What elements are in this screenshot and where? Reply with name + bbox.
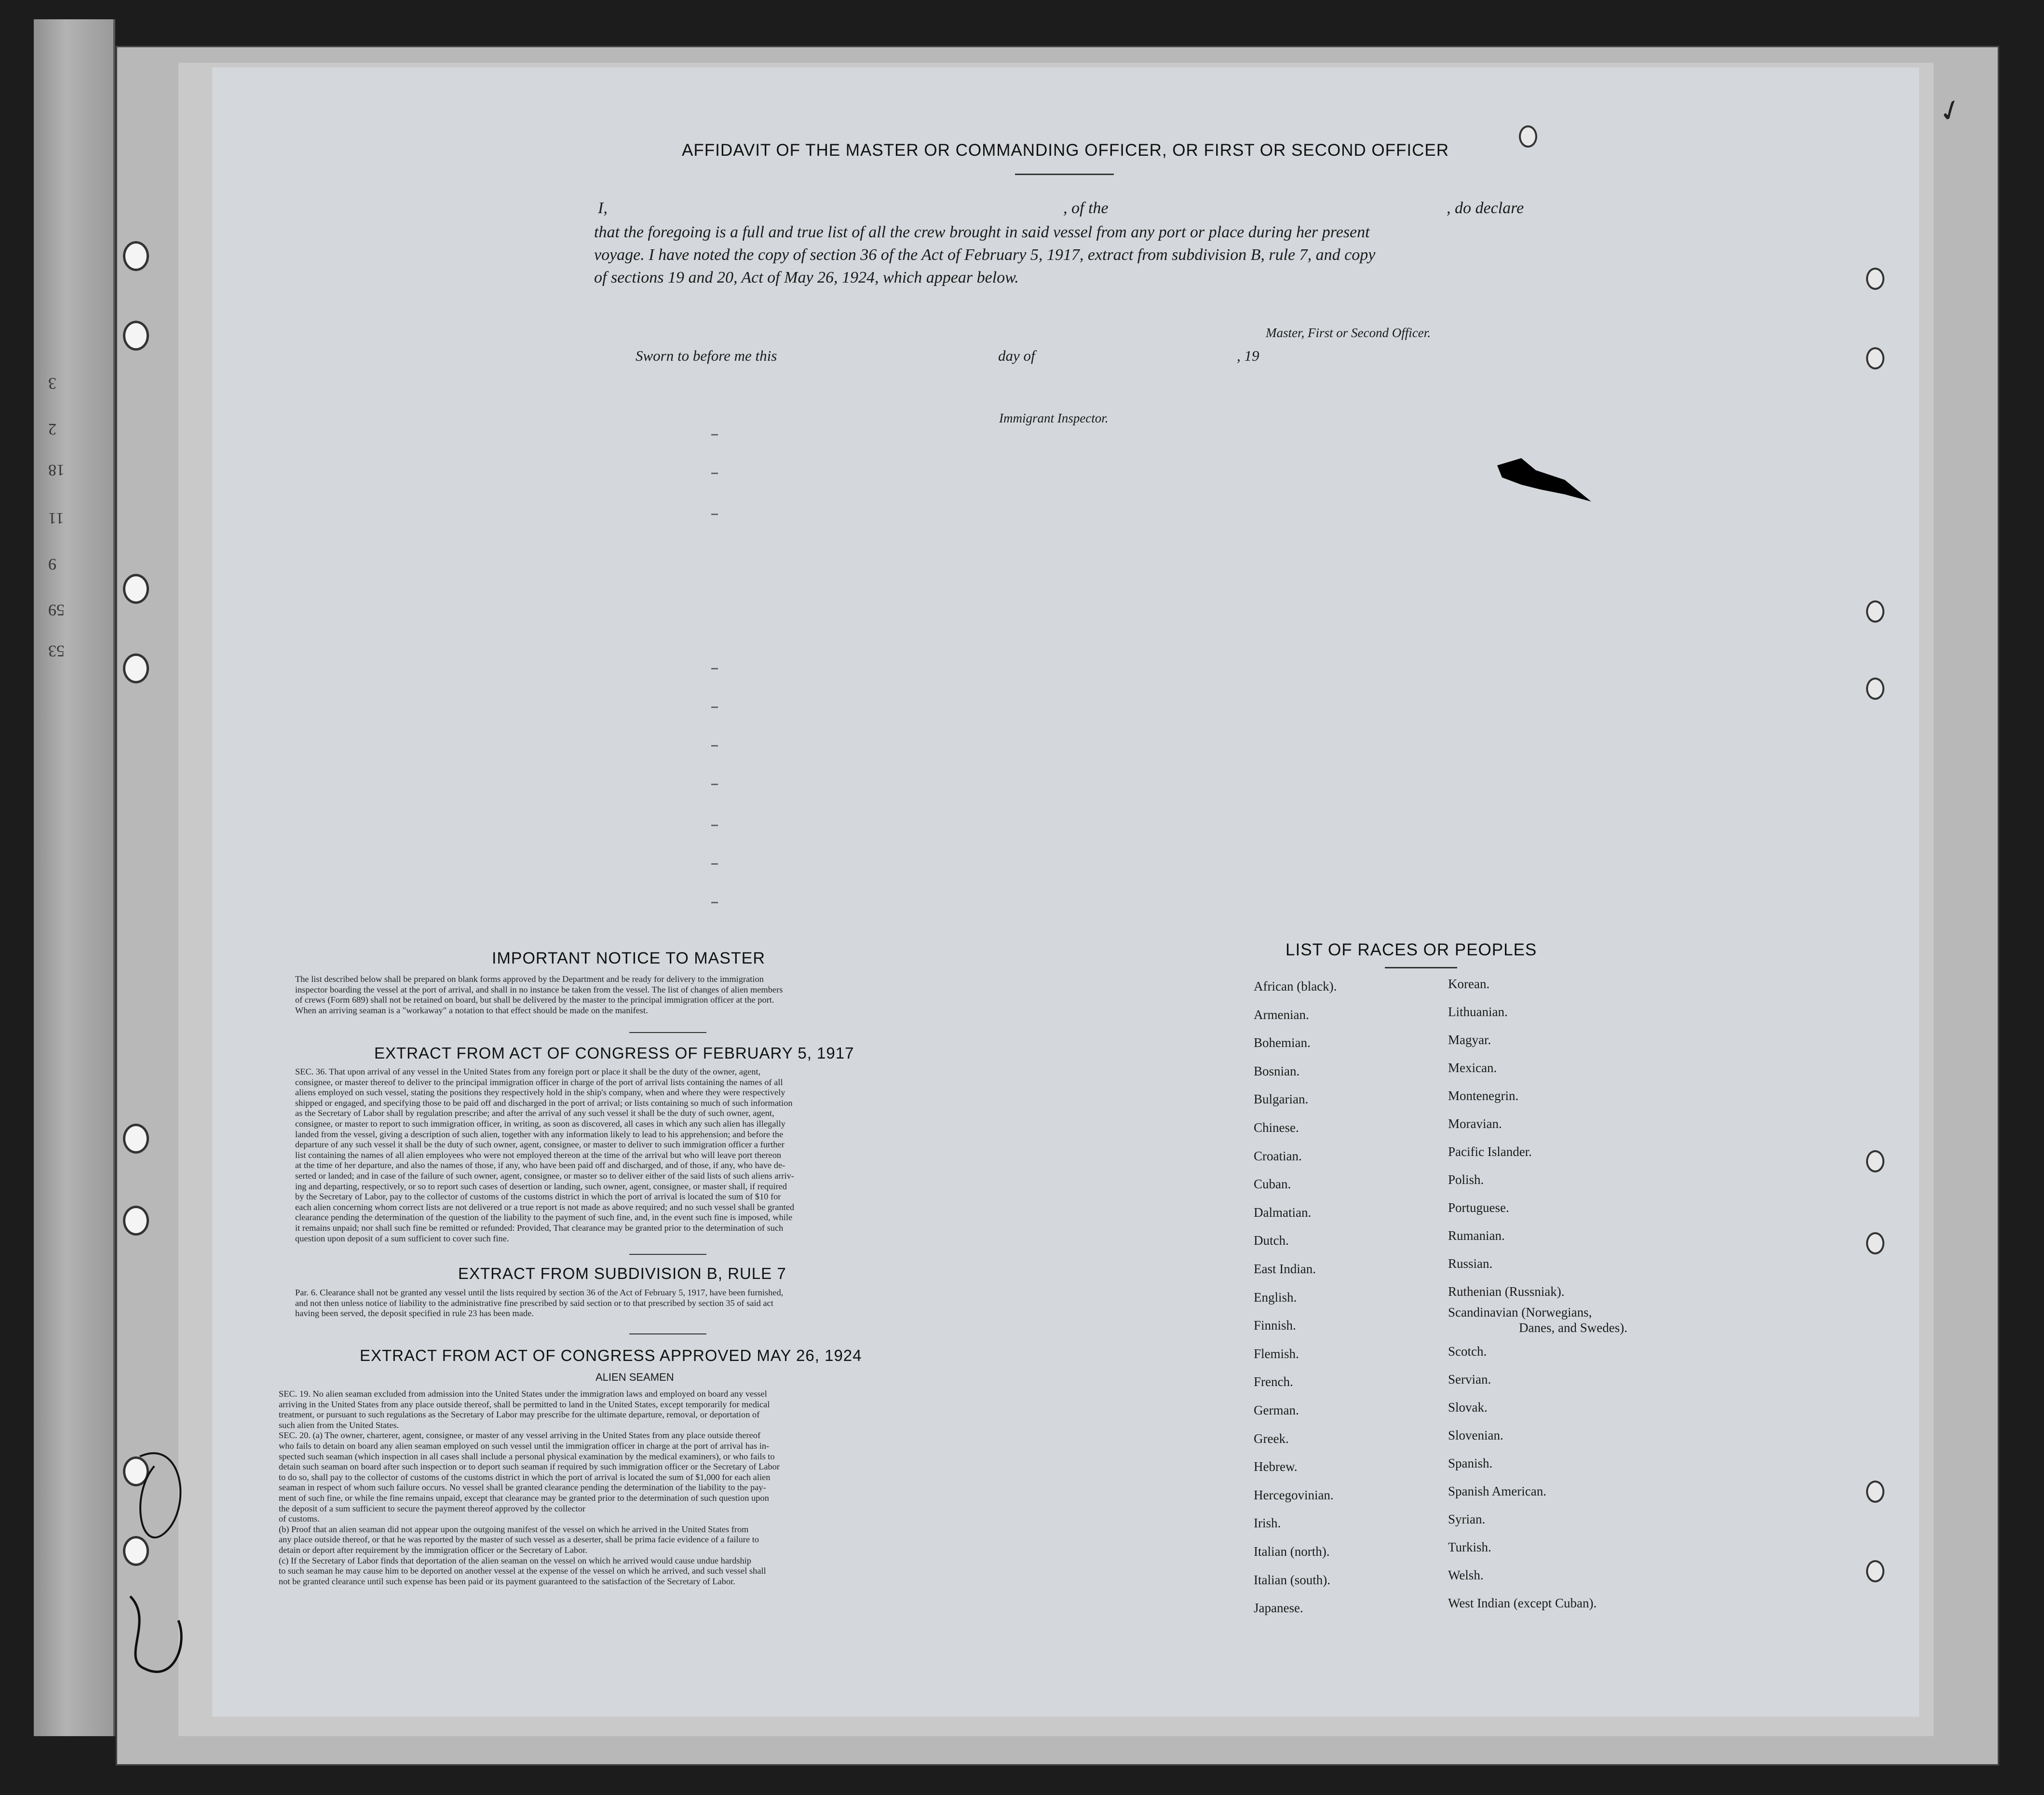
race-item: Mexican.	[1448, 1061, 1497, 1075]
bleed-through-text: 9	[48, 555, 56, 573]
extract-line: such alien from the United States.	[279, 1420, 399, 1430]
binder-hole	[1519, 125, 1537, 148]
race-item: Welsh.	[1448, 1568, 1484, 1582]
binder-hole	[1866, 347, 1884, 369]
race-item: Italian (north).	[1254, 1544, 1330, 1559]
extract-line: to such seaman he may cause him to be deported on another vessel at the expense of the vessel on which he arrived, and such vessel shall	[279, 1566, 766, 1576]
binder-hole	[123, 574, 149, 604]
notice-line: When an arriving seaman is a "workaway" a notation to that effect should be made on the manifest.	[295, 1005, 648, 1015]
extract-line: it remains unpaid; nor shall such fine be remitted or refunded: Provided, That clearance may be granted prior to the determination of such	[295, 1223, 784, 1233]
extract-line: SEC. 19. No alien seaman excluded from admission into the United States under the immigration laws and employed on board any vessel	[279, 1389, 767, 1399]
extract-line: consignee, or master thereof to deliver to the principal immigration officer in charge of the port of arrival lists containing the names of all	[295, 1077, 783, 1087]
extract-line: (b) Proof that an alien seaman did not appear upon the outgoing manifest of the vessel on which he arrived in the United States from	[279, 1524, 749, 1534]
race-item: Polish.	[1448, 1172, 1484, 1187]
race-item: East Indian.	[1254, 1262, 1316, 1276]
extract-line: at the time of her departure, and also the names of those, if any, who have been paid off and discharged, and of those, if any, who have de-	[295, 1160, 785, 1170]
extract-line: spected such seaman (which inspection in all cases shall include a personal physical examination by the medical examiners), or who fails to	[279, 1451, 775, 1461]
extract-line: aliens employed on such vessel, stating the positions they respectively hold in the ship's company, when and where they were respectively	[295, 1088, 785, 1098]
section-divider	[629, 1254, 706, 1255]
race-item: Italian (south).	[1254, 1572, 1330, 1587]
column-mark	[711, 784, 718, 785]
race-item: Ruthenian (Russniak).	[1448, 1284, 1565, 1299]
extract-line: seaman in respect of whom such failure occurs. No vessel shall be granted clearance pending the determination of the liability to the pay-	[279, 1482, 766, 1493]
race-item: Syrian.	[1448, 1512, 1486, 1526]
bleed-through-text: 53	[48, 642, 65, 660]
race-item: Danes, and Swedes).	[1519, 1320, 1627, 1335]
race-item: Dutch.	[1254, 1233, 1289, 1248]
affidavit-of-the: , of the	[1063, 199, 1109, 217]
race-item: Spanish.	[1448, 1456, 1493, 1470]
binder-hole	[1866, 268, 1884, 290]
notice-line: inspector boarding the vessel at the port of arrival, and shall in no instance be taken from the vessel. The list of changes of alien members	[295, 984, 783, 994]
races-title: LIST OF RACES OR PEOPLES	[1286, 940, 1537, 959]
extract-line: who fails to detain on board any alien seaman employed on such vessel until the immigration officer in charge at the port of arrival has in-	[279, 1441, 770, 1451]
bleed-through-text: 3	[48, 374, 56, 392]
extract-line: the deposit of a sum sufficient to secure the payment thereof approved by the collector	[279, 1503, 585, 1513]
binder-hole	[1866, 1560, 1884, 1582]
column-mark	[711, 707, 718, 708]
extract-line: by the Secretary of Labor, pay to the collector of customs of the customs district in which the port of arrival is located the sum of $10 for	[295, 1192, 781, 1202]
extract-line: arriving in the United States from any place outside thereof, shall be permitted to land in the United States, except temporarily for medical	[279, 1399, 770, 1409]
affidavit-i: I,	[598, 199, 608, 217]
extract-line: (c) If the Secretary of Labor finds that deportation of the alien seaman on the vessel on which he arrived would cause undue hardship	[279, 1555, 751, 1565]
column-mark	[711, 902, 718, 903]
binder-hole	[123, 321, 149, 351]
bleed-through-text: 18	[48, 461, 65, 479]
extract-line: consignee, or master to report to such immigration officer, in writing, as soon as discovered, all cases in which any such alien has illegally	[295, 1118, 785, 1129]
binder-hole	[1866, 678, 1884, 700]
race-item: Pacific Islander.	[1448, 1144, 1532, 1159]
affidavit-line-2: that the foregoing is a full and true list of all the crew brought in said vessel from any port or place during her present	[594, 223, 1370, 241]
race-item: Scotch.	[1448, 1344, 1487, 1359]
extract-1924-title: EXTRACT FROM ACT OF CONGRESS APPROVED MAY 26, 1924	[360, 1346, 862, 1364]
race-item: Lithuanian.	[1448, 1005, 1508, 1019]
race-item: Magyar.	[1448, 1033, 1491, 1047]
race-item: African (black).	[1254, 979, 1337, 993]
extract-line: SEC. 20. (a) The owner, charterer, agent, consignee, or master of any vessel arriving in the United States from any place outside thereof	[279, 1430, 761, 1441]
notice-line: of crews (Form 689) shall not be retained on board, but shall be delivered by the master to the principal immigration officer at the port.	[295, 995, 774, 1005]
bleed-through-text: 2	[48, 420, 56, 438]
year-prefix: , 19	[1237, 347, 1259, 364]
race-item: Finnish.	[1254, 1318, 1296, 1333]
binder-strip	[34, 19, 115, 1736]
notice-line: The list described below shall be prepared on blank forms approved by the Department and be ready for delivery to the immigration	[295, 974, 764, 984]
day-of-label: day of	[998, 347, 1035, 364]
race-item: Croatian.	[1254, 1148, 1302, 1163]
extract-line: as the Secretary of Labor shall by regulation prescribe; and after the arrival of any such vessel it shall be the duty of such owner, agent,	[295, 1108, 774, 1118]
binder-hole	[123, 1206, 149, 1236]
pen-scribble	[111, 1437, 198, 1707]
extract-line: ing and departing, respectively, or so to report such cases of desertion or landing, such owner, agent, consignee, or master shall, if required	[295, 1181, 787, 1191]
alien-seamen-subtitle: ALIEN SEAMEN	[596, 1371, 674, 1383]
sworn-to-label: Sworn to before me this	[636, 347, 777, 364]
extract-line: of customs.	[279, 1514, 320, 1524]
extract-line: question upon deposit of a sum sufficient to cover such fine.	[295, 1233, 509, 1243]
immigrant-inspector-label: Immigrant Inspector.	[999, 411, 1109, 425]
column-mark	[711, 668, 718, 669]
extract-1917-title: EXTRACT FROM ACT OF CONGRESS OF FEBRUARY 5, 1917	[374, 1044, 854, 1062]
column-mark	[711, 514, 718, 515]
race-item: Slovak.	[1448, 1400, 1488, 1414]
ink-blot	[1492, 456, 1594, 509]
affidavit-title: AFFIDAVIT OF THE MASTER OR COMMANDING OFFICER, OR FIRST OR SECOND OFFICER	[682, 141, 1449, 160]
extract-1917-body	[295, 1067, 1004, 1244]
column-mark	[711, 745, 718, 747]
extract-line: having been served, the deposit specified in rule 23 has been made.	[295, 1308, 534, 1319]
affidavit-line-3: voyage. I have noted the copy of section 36 of the Act of February 5, 1917, extract from subdivision B, rule 7, and copy	[594, 246, 1376, 264]
extract-line: treatment, or pursuant to such regulations as the Secretary of Labor may prescribe for the ultimate departure, removal, or deportation of	[279, 1410, 760, 1420]
race-item: Rumanian.	[1448, 1228, 1505, 1243]
race-item: Japanese.	[1254, 1601, 1303, 1616]
binder-hole	[123, 241, 149, 271]
race-item: Cuban.	[1254, 1177, 1291, 1192]
column-mark	[711, 825, 718, 826]
race-item: Hercegovinian.	[1254, 1487, 1334, 1502]
races-title-underline	[1385, 967, 1457, 968]
race-item: Russian.	[1448, 1256, 1493, 1271]
column-mark	[711, 473, 718, 474]
race-item: English.	[1254, 1290, 1297, 1305]
extract-line: Par. 6. Clearance shall not be granted any vessel until the lists required by section 36 of the Act of February 5, 1917, have been furnished,	[295, 1288, 784, 1297]
race-item: West Indian (except Cuban).	[1448, 1596, 1597, 1610]
section-divider	[629, 1032, 706, 1033]
notice-title: IMPORTANT NOTICE TO MASTER	[492, 949, 765, 967]
bleed-through-text: 11	[48, 509, 64, 527]
binder-hole	[1866, 1150, 1884, 1172]
check-mark-icon: ✓	[1934, 92, 1968, 130]
race-item: Servian.	[1448, 1372, 1491, 1387]
extract-line: list containing the names of all alien employees who were not employed thereon at the time of the arrival but who will leave port thereon	[295, 1150, 782, 1160]
race-item: French.	[1254, 1374, 1293, 1389]
race-item: Chinese.	[1254, 1120, 1299, 1135]
race-item: Spanish American.	[1448, 1484, 1546, 1498]
extract-line: detain such seaman on board after such inspection or to deport such seaman if required by such immigration officer or the Secretary of Labor	[279, 1462, 780, 1472]
extract-line: to do so, shall pay to the collector of customs of the customs district in which the port of arrival is located the sum of $1,000 for each alien	[279, 1472, 771, 1482]
race-item: Greek.	[1254, 1431, 1289, 1446]
extract-line: SEC. 36. That upon arrival of any vessel in the United States from any foreign port or place it shall be the duty of the owner, agent,	[295, 1067, 761, 1076]
race-item: Bosnian.	[1254, 1063, 1300, 1078]
extract-rule7-body	[295, 1288, 1004, 1319]
binder-hole	[1866, 1232, 1884, 1254]
extract-line: landed from the vessel, giving a description of such alien, together with any information likely to lead to his apprehension; and before the	[295, 1129, 784, 1139]
extract-1924-body	[279, 1389, 1004, 1587]
master-signature-label: Master, First or Second Officer.	[1266, 326, 1431, 340]
race-item: Armenian.	[1254, 1007, 1309, 1022]
section-divider	[629, 1333, 706, 1334]
binder-hole	[1866, 600, 1884, 623]
extract-rule7-title: EXTRACT FROM SUBDIVISION B, RULE 7	[458, 1265, 786, 1282]
race-item: Hebrew.	[1254, 1459, 1298, 1474]
extract-line: clearance pending the determination of the question of the liability to the payment of such fine, and, in the event such fine is imposed, while	[295, 1212, 793, 1223]
race-item: Montenegrin.	[1448, 1088, 1519, 1103]
extract-line: shipped or engaged, and specifying those to be paid off and discharged in the port of arrival; or lists containing so much of such information	[295, 1098, 793, 1108]
title-underline	[1015, 174, 1114, 175]
race-item: Irish.	[1254, 1516, 1281, 1531]
race-item: Korean.	[1448, 977, 1490, 991]
race-item: Bulgarian.	[1254, 1092, 1309, 1107]
affidavit-line-4: of sections 19 and 20, Act of May 26, 1924, which appear below.	[594, 269, 1019, 286]
extract-line: ment of such fine, or while the fine remains unpaid, except that clearance may be granted prior to the determination of such question upon	[279, 1493, 769, 1503]
bleed-through-text: 59	[48, 601, 65, 619]
race-item: Moravian.	[1448, 1116, 1502, 1131]
race-item: Dalmatian.	[1254, 1205, 1312, 1220]
extract-line: not be granted clearance until such expense has been paid or its payment guaranteed to the satisfaction of the Secretary of Labor.	[279, 1576, 735, 1586]
binder-hole	[123, 1124, 149, 1154]
affidavit-do-declare: , do declare	[1447, 199, 1524, 217]
binder-hole	[123, 653, 149, 683]
race-item: Portuguese.	[1448, 1200, 1509, 1215]
extract-line: detain or deport after requirement by the immigration officer or the Secretary of Labor.	[279, 1545, 588, 1555]
extract-line: serted or landed; and in case of the failure of such owner, agent, consignee, or master so to deliver either of the said lists of such aliens arriv-	[295, 1170, 794, 1181]
extract-line: each alien concerning whom correct lists are not delivered or a true report is not made as above required; and no such vessel shall be granted	[295, 1202, 795, 1212]
column-mark	[711, 434, 718, 435]
extract-line: any place outside thereof, or that he was reported by the master of such vessel as a deserter, shall be prima facie evidence of a failure to	[279, 1535, 759, 1545]
race-item: Flemish.	[1254, 1346, 1299, 1361]
column-mark	[711, 863, 718, 865]
race-item: Scandinavian (Norwegians,	[1448, 1305, 1592, 1319]
binder-hole	[1866, 1481, 1884, 1503]
race-item: Turkish.	[1448, 1540, 1491, 1554]
race-item: Bohemian.	[1254, 1035, 1311, 1050]
race-item: Slovenian.	[1448, 1428, 1503, 1442]
extract-line: and not then unless notice of liability to the administrative fine prescribed by said section or to that prescribed by section 35 of said act	[295, 1298, 773, 1308]
race-item: German.	[1254, 1403, 1299, 1417]
extract-line: departure of any such vessel it shall be the duty of such owner, agent, consignee, or master to deliver to such immigration officer a further	[295, 1140, 785, 1150]
notice-body	[295, 974, 1004, 1016]
